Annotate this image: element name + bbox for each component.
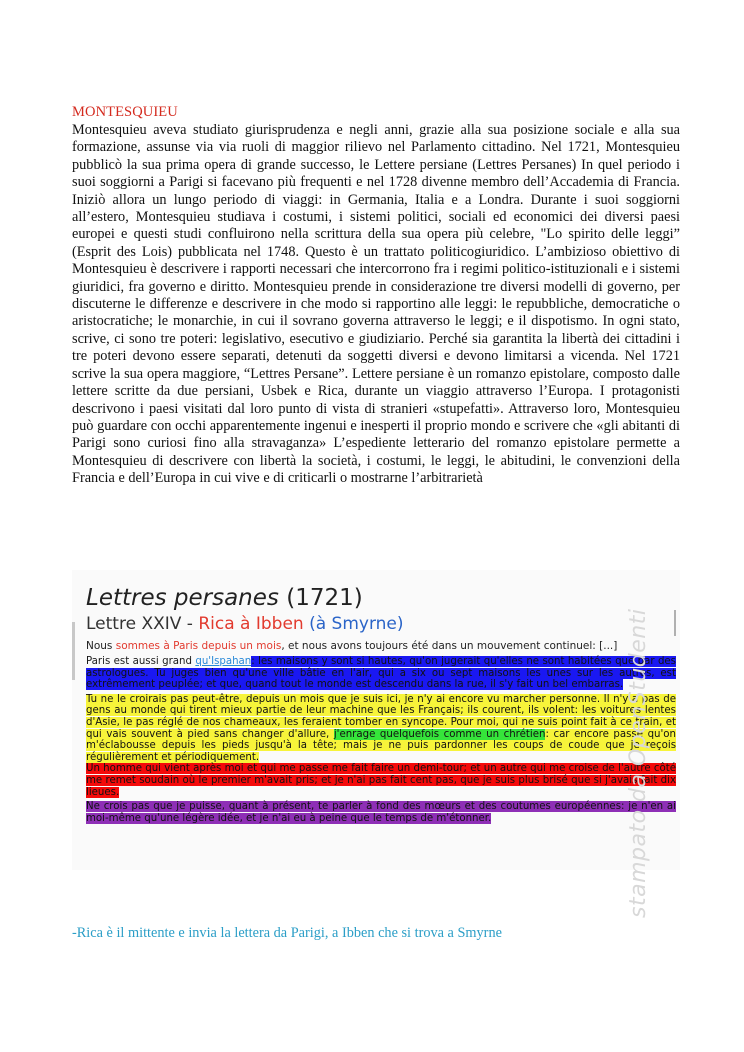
blue-part-a: Paris est aussi grand	[86, 656, 196, 667]
red-highlight: Un homme qui vient après moi et qui me passe me fait faire un demi-tour; et un autre qui me croise de l'autre côté me remet soudain où le premier m'avait pris; et je n'ai pas fait cent pas, que je suis plus brisé que si j'avais fait dix lieues.	[86, 763, 676, 798]
figure-lead-line	[86, 640, 676, 653]
figure-title-italic: Lettres persanes	[86, 585, 279, 611]
blue-part-b: qu'Ispahan	[195, 656, 252, 667]
document-title: MONTESQUIEU	[72, 104, 178, 120]
lead-part-b: sommes à Paris depuis un mois	[115, 640, 282, 652]
yellow-part-b: : car encore passe qu'on m'éclabousse depuis les pieds jusqu'à la tête; mais je ne puis pardonner les coups de coude que je reçois régulièrement et périodiquement.	[86, 728, 676, 763]
purple-highlight-block	[86, 801, 676, 824]
yellow-highlight-block	[86, 694, 676, 764]
blue-highlight-block	[86, 656, 676, 691]
body-paragraph	[72, 122, 680, 488]
figure-title	[86, 584, 676, 612]
letter-figure	[72, 570, 680, 870]
green-highlight: j'enrage quelquefois comme un chrétien	[333, 728, 546, 740]
yellow-part-a: Tu ne le croirais pas peut-être, depuis un mois que je suis ici, je n'y ai encore vu marcher personne. Il n'y a pas de gens au monde qui tirent mieux partie de leur machine que les Français; ils courent, ils volent: les voitures lentes d'Asie, le pas réglé de nos chameaux, les feraient tomber en syncope. Pour moi, qui ne suis point fait à ce train, et qui vais souvent à pied sans changer d'allure,	[86, 693, 676, 740]
body-text: Montesquieu aveva studiato giurisprudenza e negli anni, grazie alla sua posizione sociale e alla sua formazione, assunse via via ruoli di maggior rilievo nel Parlamento cittadino. Nel 1721, Montesquieu pubblicò la sua prima opera di grande successo, le Lettere persiane (Lettres Persanes) In quel periodo i suoi soggiorni a Parigi si facevano più frequenti e nel 1728 divenne membro dell’Accademia di Francia. Iniziò allora un lungo periodo di viaggi: in Germania, Italia e a Londra. Durante i suoi soggiorni all’estero, Montesquieu studiava i costumi, i sistemi politici, sociali ed economici dei diversi paesi europei e questi studi confluirono nella scrittura della sua opera più celebre, "Lo spirito delle leggi” (Esprit des Lois) pubblicata nel 1748. Questo è un trattato politicogiuridico. L’ambizioso obiettivo di Montesquieu è descrivere i rapporti necessari che intercorrono fra i regimi politico-istituzionali e i sistemi giuridici, fra governo e diritto. Montesquieu prende in considerazione tre diversi modelli di governo, per discuterne le differenze e descrivere in che modo si rapportino alle leggi: le repubbliche, democratiche o aristocratiche; le monarchie, in cui il sovrano governa attraverso le leggi; e il dispotismo. In ogni stato, scrive, ci sono tre poteri: legislativo, esecutivo e giudiziario. Perché sia garantita la libertà dei cittadini i tre poteri devono essere separati, detenuti da soggetti diversi e devono limitarsi a vicenda. Nel 1721 scrive la sua opera maggiore, “Lettres Persane”. Lettere persiane è un romanzo epistolare, composto dalle lettere scritte da due persiani, Usbek e Rica, durante un viaggio attraverso l’Europa. I protagonisti descrivono i paesi visitati dal loro punto di vista di stranieri «stupefatti». Attraverso loro, Montesquieu può guardare con occhi apparentemente ingenui e inesperti il proprio mondo e scrivere che «gli abitanti di Parigi sono curiosi fino alla stravaganza» L’espediente letterario del romanzo epistolare permette a Montesquieu di descrivere con libertà la società, i costumi, le leggi, le abitudini, le convenzioni della Francia e dell’Europa in cui vive e di criticarli o mostrarne l’arbitrarietà	[72, 122, 680, 487]
red-highlight-block	[86, 763, 676, 798]
purple-highlight: Ne crois pas que je puisse, quant à présent, te parler à fond des mœurs et des coutumes européennes: je n'en ai moi-même qu'une légère idée, et je n'ai eu à peine que le temps de m'étonner.	[86, 801, 676, 824]
subtitle-letter: Lettre XXIV -	[86, 614, 199, 634]
figure-left-edge	[72, 622, 75, 680]
lead-part-a: Nous	[86, 640, 116, 652]
figure-note: -Rica è il mittente e invia la lettera da Parigi, a Ibben che si trova a Smyrne	[72, 925, 502, 941]
figure-subtitle	[86, 612, 676, 636]
figure-title-year: (1721)	[278, 585, 363, 611]
figure-content	[86, 584, 676, 824]
subtitle-place: (à Smyrne)	[303, 614, 404, 634]
blue-part-c: : les maisons y sont si hautes, qu'on jugerait qu'elles ne sont habitées que par des astrologues. Tu juges bien qu'une ville bâtie en l'air, qui a six ou sept maisons les unes sur les autres, est extrêmement peuplée; et que, quand tout le monde est descendu dans la rue, il s'y fait un bel embarras.	[86, 656, 676, 691]
watermark-text: stampato da OpenStudenti	[626, 608, 651, 918]
lead-part-c: , et nous avons toujours été dans un mouvement continuel: [...]	[281, 640, 618, 652]
subtitle-sender: Rica à Ibben	[198, 614, 304, 634]
